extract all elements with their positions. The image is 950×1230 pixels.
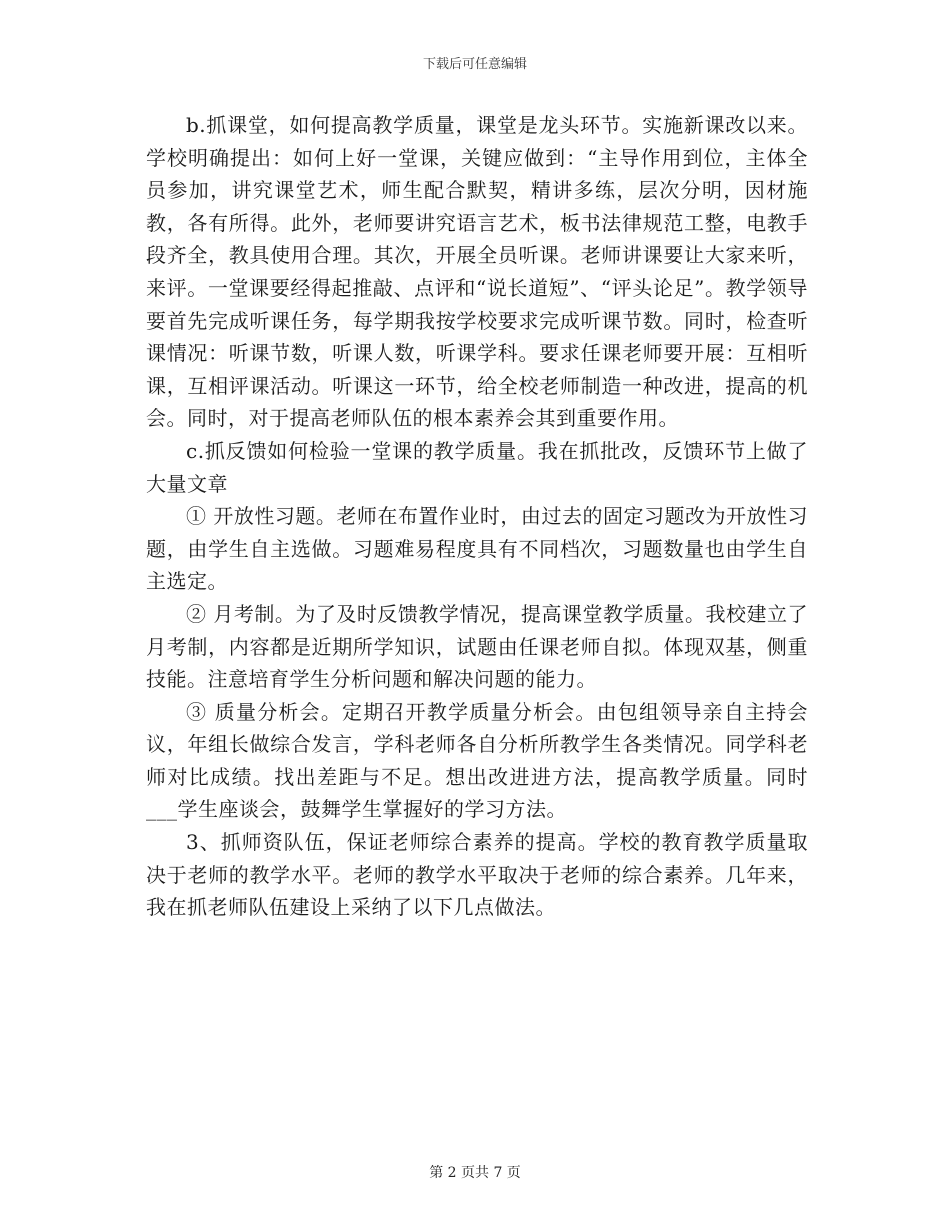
paragraph-b-classroom: b.抓课堂，如何提高教学质量，课堂是龙头环节。实施新课改以来。学校明确提出：如何上好一堂课，关键应做到：“主导作用到位，主体全员参加，讲究课堂艺术，师生配合默契，精讲多练，层次分明，因材施教，各有所得。此外，老师要讲究语言艺术，板书法律规范工整，电教手段齐全，教具使用合理。其次，开展全员听课。老师讲课要让大家来听，来评。一堂课要经得起推敲、点评和“说长道短”、“评头论足”。教学领导要首先完成听课任务，每学期我按学校要求完成听课节数。同时，检查听课情况：听课节数，听课人数，听课学科。要求任课老师要开展：互相听课，互相评课活动。听课这一环节，给全校老师制造一种改进，提高的机会。同时，对于提高老师队伍的根本素养会其到重要作用。 bbox=[146, 113, 808, 431]
document-body bbox=[146, 109, 808, 924]
paragraph-open-exercises: ① 开放性习题。老师在布置作业时，由过去的固定习题改为开放性习题，由学生自主选做。习题难易程度具有不同档次，习题数量也由学生自主选定。 bbox=[146, 504, 808, 594]
paragraph-c-feedback: c.抓反馈如何检验一堂课的教学质量。我在抓批改，反馈环节上做了大量文章 bbox=[146, 438, 808, 496]
paragraph-monthly-exam: ② 月考制。为了及时反馈教学情况，提高课堂教学质量。我校建立了月考制，内容都是近期所学知识，试题由任课老师自拟。体现双基，侧重技能。注意培育学生分析问题和解决问题的能力。 bbox=[146, 601, 808, 692]
paragraph-quality-analysis: ③ 质量分析会。定期召开教学质量分析会。由包组领导亲自主持会议，年组长做综合发言，学科老师各自分析所教学生各类情况。同学科老师对比成绩。找出差距与不足。想出改进进方法，提高教学质量。同时___学生座谈会，鼓舞学生掌握好的学习方法。 bbox=[146, 699, 808, 822]
page-footer: 第 2 页共 7 页 bbox=[429, 1165, 521, 1181]
paragraph-teacher-team: 3、抓师资队伍，保证老师综合素养的提高。学校的教育教学质量取决于老师的教学水平。老师的教学水平取决于老师的综合素养。几年来，我在抓老师队伍建设上采纳了以下几点做法。 bbox=[146, 830, 808, 920]
page-header: 下载后可任意编辑 bbox=[422, 57, 527, 72]
